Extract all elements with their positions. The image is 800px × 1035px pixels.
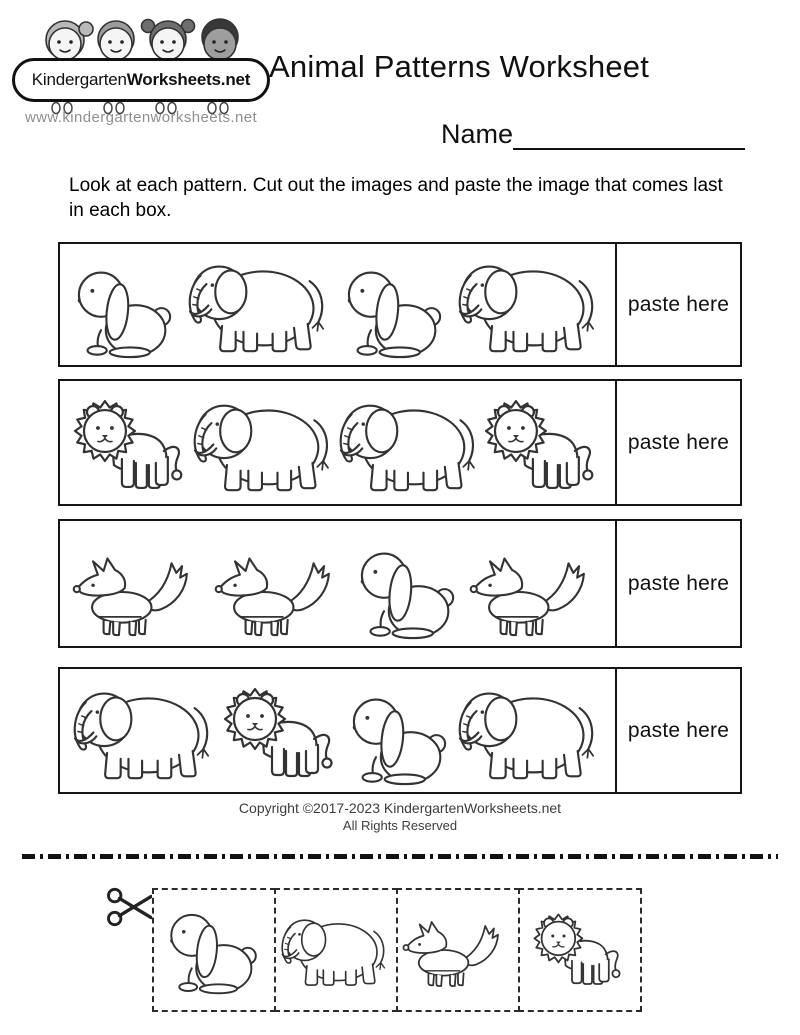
paste-here-box [615, 521, 740, 646]
name-field [441, 118, 745, 150]
rights-text: All Rights Reserved [342, 818, 458, 833]
paste-here-box [615, 669, 740, 792]
rabbit-image [355, 544, 461, 640]
logo-brand-regular: Kindergarten [31, 70, 127, 89]
page-title: Animal Patterns Worksheet [269, 48, 650, 84]
pattern-sequence [60, 669, 615, 792]
footer [0, 800, 800, 833]
lion-image [532, 908, 628, 992]
lion-image [72, 393, 192, 498]
copyright-text: Copyright ©2017-2023 KindergartenWorksheets.net [238, 800, 562, 816]
dashed-cut-line [22, 854, 778, 859]
elephant-image [457, 679, 603, 786]
site-logo [8, 4, 278, 134]
pattern-sequence [60, 244, 615, 365]
pattern-row-2 [58, 379, 742, 506]
cutout-card-elephant [274, 888, 398, 1012]
elephant-image [338, 391, 484, 498]
pattern-sequence [60, 521, 615, 646]
instructions-text: Look at each pattern. Cut out the images and paste the image that comes last in each box. [69, 175, 723, 221]
cutout-card-fox [396, 888, 520, 1012]
rabbit-image [72, 263, 178, 359]
cutout-strip [152, 888, 642, 1012]
paste-here-box [615, 244, 740, 365]
cutout-card-lion [518, 888, 642, 1012]
pattern-row-4 [58, 667, 742, 794]
fox-image [72, 544, 206, 640]
paste-here-label: paste here [627, 718, 730, 742]
elephant-image [280, 909, 392, 991]
rabbit-image [347, 690, 453, 786]
paste-here-label: paste here [627, 292, 730, 316]
name-label: Name [441, 119, 514, 149]
rabbit-image [342, 263, 448, 359]
pattern-sequence [60, 381, 615, 504]
lion-image [222, 681, 342, 786]
lion-image [483, 393, 603, 498]
paste-here-box [615, 381, 740, 504]
elephant-image [187, 252, 333, 359]
pattern-row-1 [58, 242, 742, 367]
fox-image [469, 544, 603, 640]
pattern-row-3 [58, 519, 742, 648]
rabbit-image [165, 906, 263, 995]
fox-image [402, 910, 514, 990]
scissors-icon [106, 886, 154, 930]
fox-image [214, 544, 348, 640]
elephant-image [192, 391, 338, 498]
paste-here-label: paste here [627, 430, 730, 454]
name-blank-line [513, 118, 745, 150]
logo-url: www.kindergartenworksheets.net [24, 109, 258, 126]
logo-brand-bold: Worksheets.net [126, 70, 251, 89]
paste-here-label: paste here [627, 571, 730, 595]
cutout-card-rabbit [152, 888, 276, 1012]
logo-wordmark [12, 58, 270, 102]
elephant-image [72, 679, 218, 786]
elephant-image [457, 252, 603, 359]
